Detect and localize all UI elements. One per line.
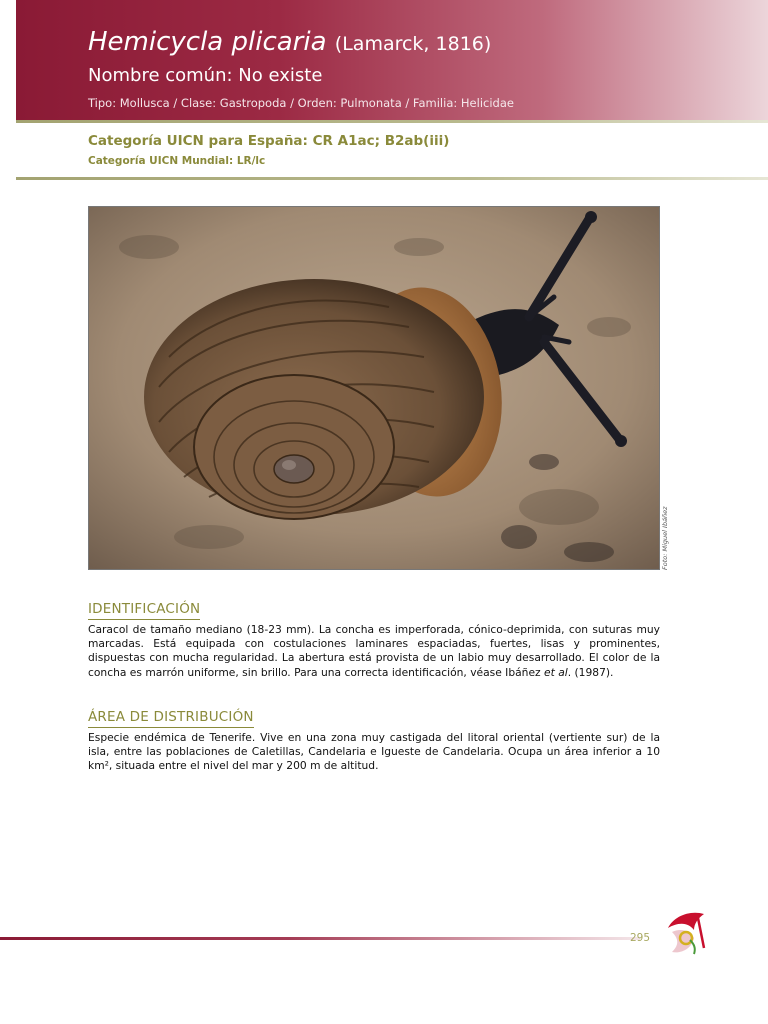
divider-bottom: [16, 177, 768, 180]
uicn-spain-category: Categoría UICN para España: CR A1ac; B2ab(iii): [88, 133, 450, 149]
distribution-text: Especie endémica de Tenerife. Vive en una zona muy castigada del litoral oriental (vertiente sur) de la isla, entre las poblaciones de Caletillas, Candelaria e Igueste de Candelaria. Ocupa un área inferior a 10 km², situada entre el nivel del mar y 200 m de altitud.: [88, 731, 660, 773]
identification-text-italic: et al: [544, 665, 568, 679]
photo-credit-text: Foto: Miguel Ibáñez: [661, 506, 669, 570]
species-author: (Lamarck, 1816): [334, 33, 492, 55]
photo-credit: [661, 506, 671, 570]
footer-line: [0, 937, 640, 940]
identification-heading: IDENTIFICACIÓN: [88, 600, 200, 620]
snail-photo: [88, 206, 660, 570]
uicn-world-category: Categoría UICN Mundial: LR/lc: [88, 155, 266, 167]
divider-top: [16, 120, 768, 123]
scientific-name: Hemicycla plicaria: [88, 27, 327, 57]
publisher-logo-icon: [664, 908, 708, 960]
identification-text-main: Caracol de tamaño mediano (18-23 mm). La concha es imperforada, cónico-deprimida, con suturas muy marcadas. Está equipada con costulaciones laminares espaciadas, fuertes, lisas y prominentes, dispuestas con mucha regularidad. La abertura está provista de un labio muy desarrollado. El color de la concha es marrón uniforme, sin brillo. Para una correcta identificación, véase Ibáñez: [88, 623, 660, 679]
snail-illustration: [89, 207, 659, 569]
identification-text: [88, 623, 660, 680]
species-title: [88, 26, 491, 60]
page-number: 295: [630, 932, 651, 944]
taxonomy-line: Tipo: Mollusca / Clase: Gastropoda / Orden: Pulmonata / Familia: Helicidae: [88, 96, 514, 110]
identification-text-end: . (1987).: [567, 665, 614, 679]
common-name: Nombre común: No existe: [88, 65, 323, 86]
distribution-heading: ÁREA DE DISTRIBUCIÓN: [88, 708, 254, 728]
